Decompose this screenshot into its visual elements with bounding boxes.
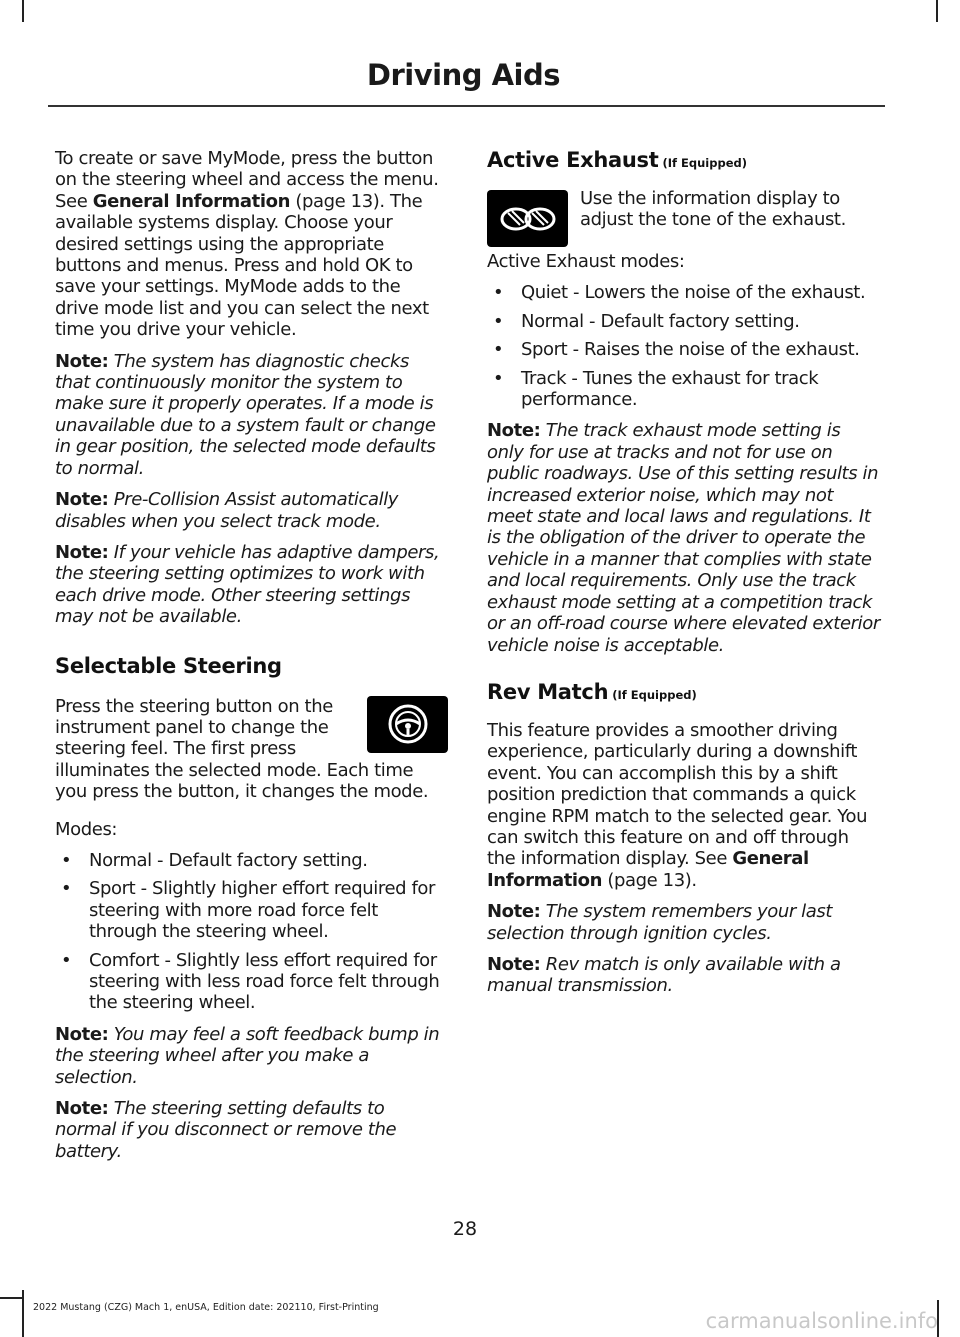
right-column [487, 148, 880, 1007]
steering-wheel-icon [367, 696, 448, 753]
note: Note: Pre-Collision Assist automatically disables when you select track mode. [55, 489, 399, 532]
exhaust-icon [487, 190, 568, 247]
list-item: • Normal - Default factory setting. [493, 310, 800, 332]
section-heading-active-exhaust: Active Exhaust (If Equipped) [487, 148, 747, 172]
section-heading-selectable-steering: Selectable Steering [55, 653, 282, 678]
page-title: Driving Aids [366, 58, 560, 92]
exhaust-paragraph: Use the information display to adjust the tone of the exhaust. [487, 188, 880, 231]
note: Note: The system remembers your last selection through ignition cycles. [487, 901, 833, 944]
note: Note: The system has diagnostic checks that continuously monitor the system to make sure it properly operates. If a mode is unavailable due to a system fault or change in gear position, the selected mode defaults to normal. [55, 350, 436, 479]
note: Note: If your vehicle has adaptive dampers, the steering setting optimizes to work with each drive mode. Other steering settings may not be available. [55, 541, 440, 628]
general-information-link[interactable]: General Information [487, 848, 809, 891]
list-item: • Sport - Slightly higher effort required for steering with more road force felt through the steering wheel. [61, 878, 436, 943]
left-column [55, 148, 448, 1172]
modes-label: Modes: [55, 818, 118, 840]
modes-label: Active Exhaust modes: [487, 251, 685, 272]
section-heading-rev-match: Rev Match (If Equipped) [487, 679, 697, 704]
general-information-link[interactable]: General Information [92, 190, 291, 212]
intro-paragraph: To create or save MyMode, press the button on the steering wheel and access the menu. See General Information (page 13). The available systems display. Choose your desired settings using the appropriate buttons and menus. Press and hold OK to save your settings. MyMode adds to the drive mode list and you can select the next time you drive your vehicle. [55, 148, 439, 341]
crop-mark [22, 0, 24, 22]
crop-mark [0, 1297, 22, 1299]
note: Note: You may feel a soft feedback bump in the steering wheel after you make a selection. [55, 1023, 440, 1088]
list-item: • Sport - Raises the noise of the exhaust. [493, 339, 860, 361]
note: Note: The steering setting defaults to normal if you disconnect or remove the battery. [55, 1098, 397, 1162]
steering-paragraph: Press the steering button on the instrument panel to change the steering feel. The first press illuminates the selected mode. Each time you press the button, it changes the mode. [55, 696, 448, 803]
header-divider [48, 105, 885, 107]
crop-mark [22, 1290, 24, 1337]
list-item: • Quiet - Lowers the noise of the exhaust. [493, 282, 866, 304]
footer-edition-info: 2022 Mustang (CZG) Mach 1, enUSA, Edition date: 202110, First-Printing [33, 1302, 379, 1313]
exhaust-modes-list [487, 282, 880, 410]
rev-match-paragraph: This feature provides a smoother driving experience, particularly during a downshift event. You can accomplish this by a shift position prediction that commands a quick engine RPM match to the selected gear. You can switch this feature on and off through the information display. See General Information (page 13). [487, 719, 868, 891]
page-number: 28 [452, 1218, 478, 1240]
crop-mark [936, 0, 938, 22]
watermark: carmanualsonline.info [705, 1309, 938, 1333]
list-item: • Comfort - Slightly less effort required for steering with less road force felt through the steering wheel. [61, 949, 440, 1014]
steering-modes-list [55, 850, 448, 1014]
note: Note: Rev match is only available with a manual transmission. [487, 953, 841, 997]
list-item: • Track - Tunes the exhaust for track performance. [493, 367, 819, 411]
list-item: • Normal - Default factory setting. [61, 849, 368, 871]
note: Note: The track exhaust mode setting is only for use at tracks and not for use on public roadways. Use of this setting results in increased exterior noise, which may not meet state and local laws and regulations. It is the obligation of the driver to operate the vehicle in a manner that complies with state and local requirements. Only use the track exhaust mode setting at a competition track or an off-road course where elevated exterior vehicle noise is acceptable. [487, 420, 880, 656]
